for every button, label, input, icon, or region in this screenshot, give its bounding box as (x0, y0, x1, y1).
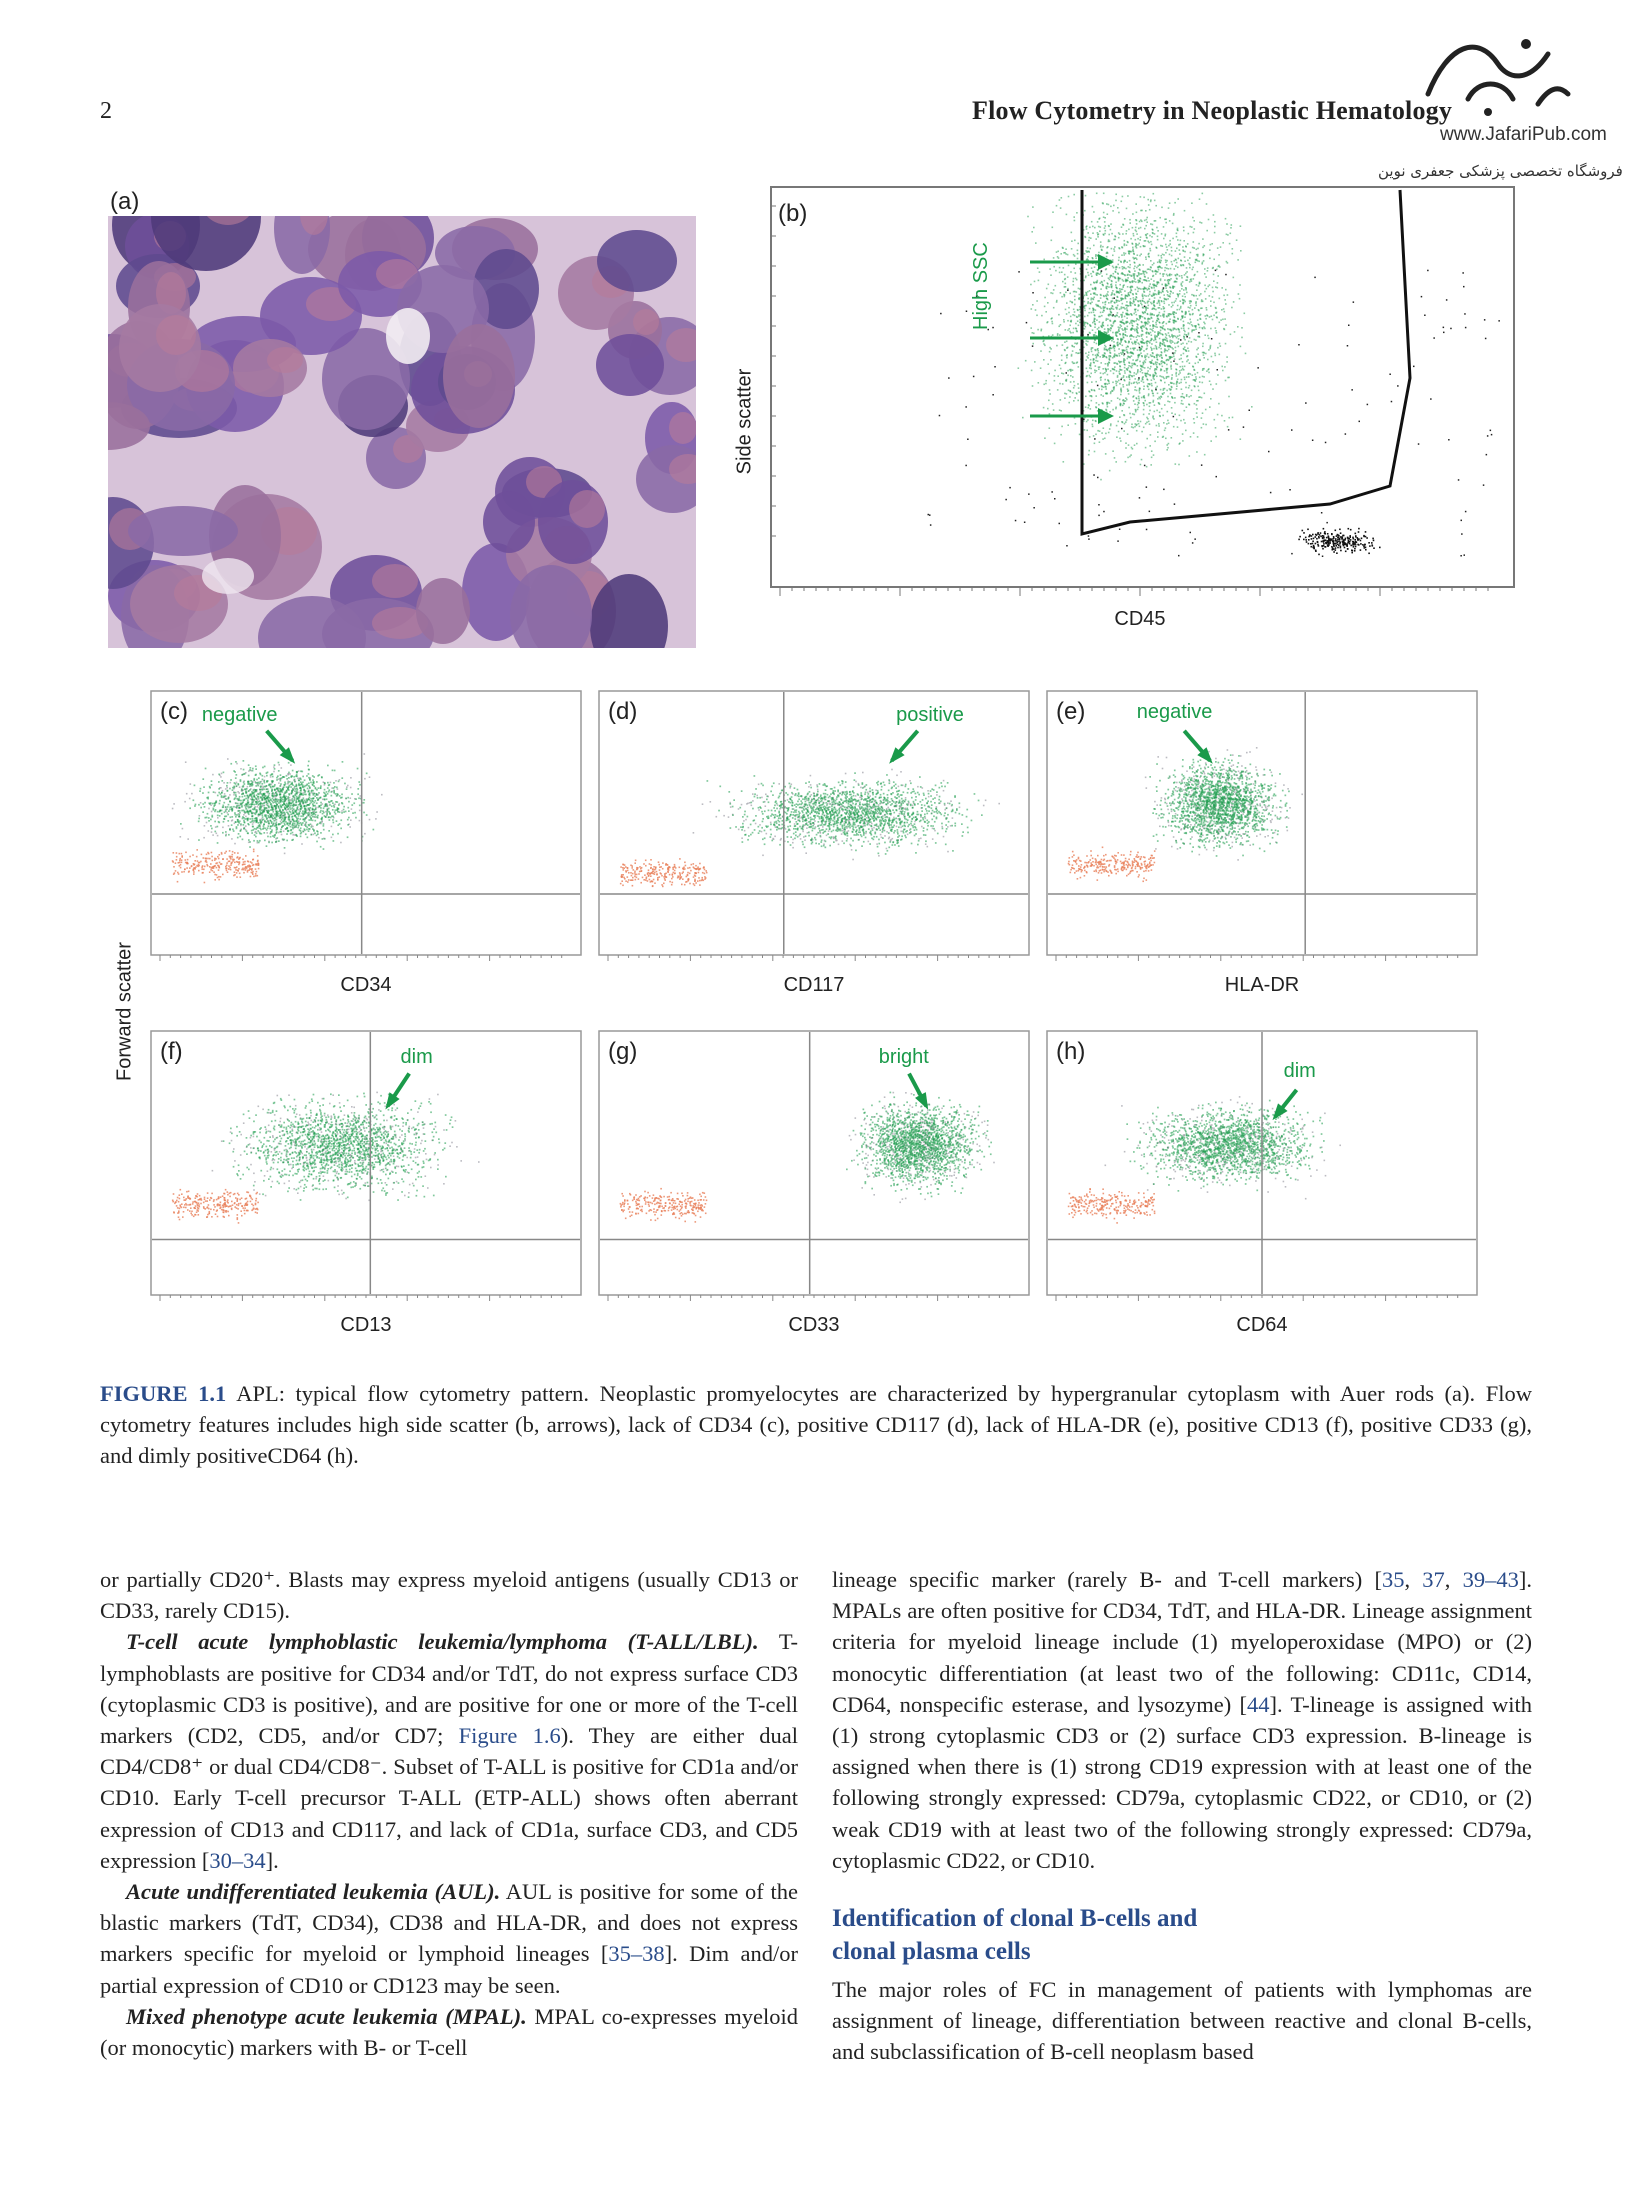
paragraph (832, 1974, 1532, 2068)
x-axis-label-cd45: CD45 (1114, 608, 1166, 630)
citation-link[interactable]: 39–43 (1462, 1567, 1519, 1592)
panel-label-c: (c) (160, 698, 188, 725)
paragraph (100, 1626, 798, 1876)
scatter-plot-g (598, 1030, 1030, 1302)
paragraph-text: ]. T-lineage is assigned with (1) strong cytoplasmic CD3 or (2) surface CD3 expression. B-lineage is assigned when there is (1) strong CD19 expression with at least one of the following strongly expressed: CD79a, cytoplasmic CD22, or CD10, or (2) weak CD19 with at least two of the following strongly expressed: CD79a, cytoplasmic CD22, or CD10. (832, 1691, 1532, 1873)
paragraph-text: The major roles of FC in management of patients with lymphomas are assignment of lineage, differentiation between reactive and clonal B-cells, and subclassification of B-cell neoplasm based (832, 1977, 1532, 2065)
panel-label-h: (h) (1056, 1038, 1086, 1065)
y-axis-label-forward-scatter: Forward scatter (113, 942, 136, 1081)
micrograph-image (108, 216, 696, 648)
panel-label-b: (b) (778, 200, 808, 227)
scatter-plot-d (598, 690, 1030, 962)
panel-label-f: (f) (160, 1038, 183, 1065)
panel-label-d: (d) (608, 698, 638, 725)
x-axis-label-g: CD33 (788, 1314, 840, 1336)
scatter-plot-f (150, 1030, 582, 1302)
caption-text: APL: typical flow cytometry pattern. Neoplastic promyelocytes are characterized by hypergranular cytoplasm with Auer rods (a). Flow cytometry features includes high side scatter (b, arrows), lack of CD34 (c), positive CD117 (d), lack of HLA-DR (e), positive CD13 (f), positive CD33 (g), and dimly positiveCD64 (h). (100, 1381, 1532, 1468)
annotation-f: dim (400, 1046, 433, 1069)
annotation-d: positive (896, 703, 964, 726)
body-left-column (100, 1564, 798, 2063)
panel-label-e: (e) (1056, 698, 1086, 725)
x-axis-label-h: CD64 (1236, 1314, 1288, 1336)
paragraph-text: ]. Dim and/or partial expression of CD10 or CD123 may be seen. (100, 1941, 798, 1998)
citation-link[interactable]: 35 (1381, 1567, 1405, 1592)
running-title: Flow Cytometry in Neoplastic Hematology (972, 96, 1453, 125)
page-number: 2 (100, 98, 112, 124)
citation-link[interactable]: 37 (1422, 1567, 1445, 1592)
paragraph-lead: T-cell acute lymphoblastic leukemia/lymphoma (T-ALL/LBL). (126, 1629, 759, 1655)
citation-link[interactable]: 44 (1247, 1691, 1270, 1717)
scatter-plot-e (1046, 690, 1478, 962)
x-axis-label-f: CD13 (340, 1314, 392, 1336)
scatter-plot-c (150, 690, 582, 962)
paragraph (100, 1564, 798, 1626)
paragraph-text: MPAL co-expresses myeloid (or monocytic) markers with B- or T-cell (100, 2003, 798, 2061)
watermark-persian: فروشگاه تخصصی پزشکی جعفری نوین (1378, 162, 1623, 180)
paragraph-text: AUL is positive for some of the blastic markers (TdT, CD34), CD38 and HLA-DR, and does not express markers specific for myeloid or lymphoid lineages [ (100, 1879, 798, 1967)
x-axis-label-c: CD34 (340, 974, 392, 996)
y-axis-label-side-scatter: Side scatter (733, 368, 756, 475)
x-axis-label-e: HLA-DR (1224, 974, 1300, 996)
figure-label: FIGURE 1.1 (100, 1381, 227, 1406)
figure-caption (100, 1378, 1532, 1471)
citation-link[interactable]: 30–34 (209, 1847, 266, 1873)
paragraph-text: ). They are either dual CD4/CD8⁺ or dual CD4/CD8⁻. Subset of T-ALL is positive for CD1a and/or CD10. Early T-cell precursor T-ALL (ETP-ALL) shows often aberrant expression of CD13 and CD117, and lack of CD1a, surface CD3, and CD5 expression [ (100, 1723, 798, 1873)
scatter-plot-h (1046, 1030, 1478, 1302)
citation-link[interactable]: 35–38 (608, 1941, 665, 1967)
annotation-g: bright (878, 1046, 929, 1069)
separator: , (1444, 1567, 1463, 1592)
annotation-e: negative (1136, 700, 1213, 723)
paragraph-text: ]. (265, 1847, 279, 1873)
paragraph (100, 1876, 798, 2001)
paragraph (100, 2001, 798, 2063)
paragraph-text: T-lymphoblasts are positive for CD34 and/or TdT, do not express surface CD3 (cytoplasmic CD3 is positive), and are positive for one or more of the T-cell markers (CD2, CD5, and/or CD7; (100, 1629, 799, 1749)
panel-label-g: (g) (608, 1038, 638, 1065)
watermark-url: www.JafariPub.com (1440, 124, 1607, 145)
section-heading: Identification of clonal B-cells and clonal plasma cells (832, 1905, 1198, 1966)
publisher-logo-icon (1408, 24, 1578, 124)
figure-link[interactable]: Figure 1.6 (458, 1723, 561, 1749)
paragraph-text: ]. MPALs are often positive for CD34, TdT, and HLA-DR. Lineage assignment criteria for myeloid lineage include (1) myeloperoxidase (MPO) or (2) monocytic differentiation (at least two of the following: CD11c, CD14, CD64, nonspecific esterase, and lysozyme) [ (832, 1567, 1533, 1717)
separator: , (1404, 1567, 1423, 1592)
annotation-h: dim (1283, 1059, 1316, 1082)
annotation-high-ssc: High SSC (970, 242, 992, 330)
paragraph (832, 1564, 1532, 1876)
paragraph-lead: Mixed phenotype acute leukemia (MPAL). (126, 2003, 527, 2029)
paragraph-text: lineage specific marker (rarely B- and T-cell markers) [ (832, 1567, 1382, 1592)
paragraph-text: or partially CD20⁺. Blasts may express myeloid antigens (usually CD13 or CD33, rarely CD15). (100, 1567, 798, 1624)
annotation-c: negative (201, 703, 278, 726)
scatter-plot-b (770, 186, 1515, 598)
paragraph-lead: Acute undifferentiated leukemia (AUL). (126, 1879, 501, 1905)
body-right-column (832, 1564, 1532, 2068)
x-axis-label-d: CD117 (783, 974, 845, 996)
panel-label-a: (a) (110, 188, 140, 215)
